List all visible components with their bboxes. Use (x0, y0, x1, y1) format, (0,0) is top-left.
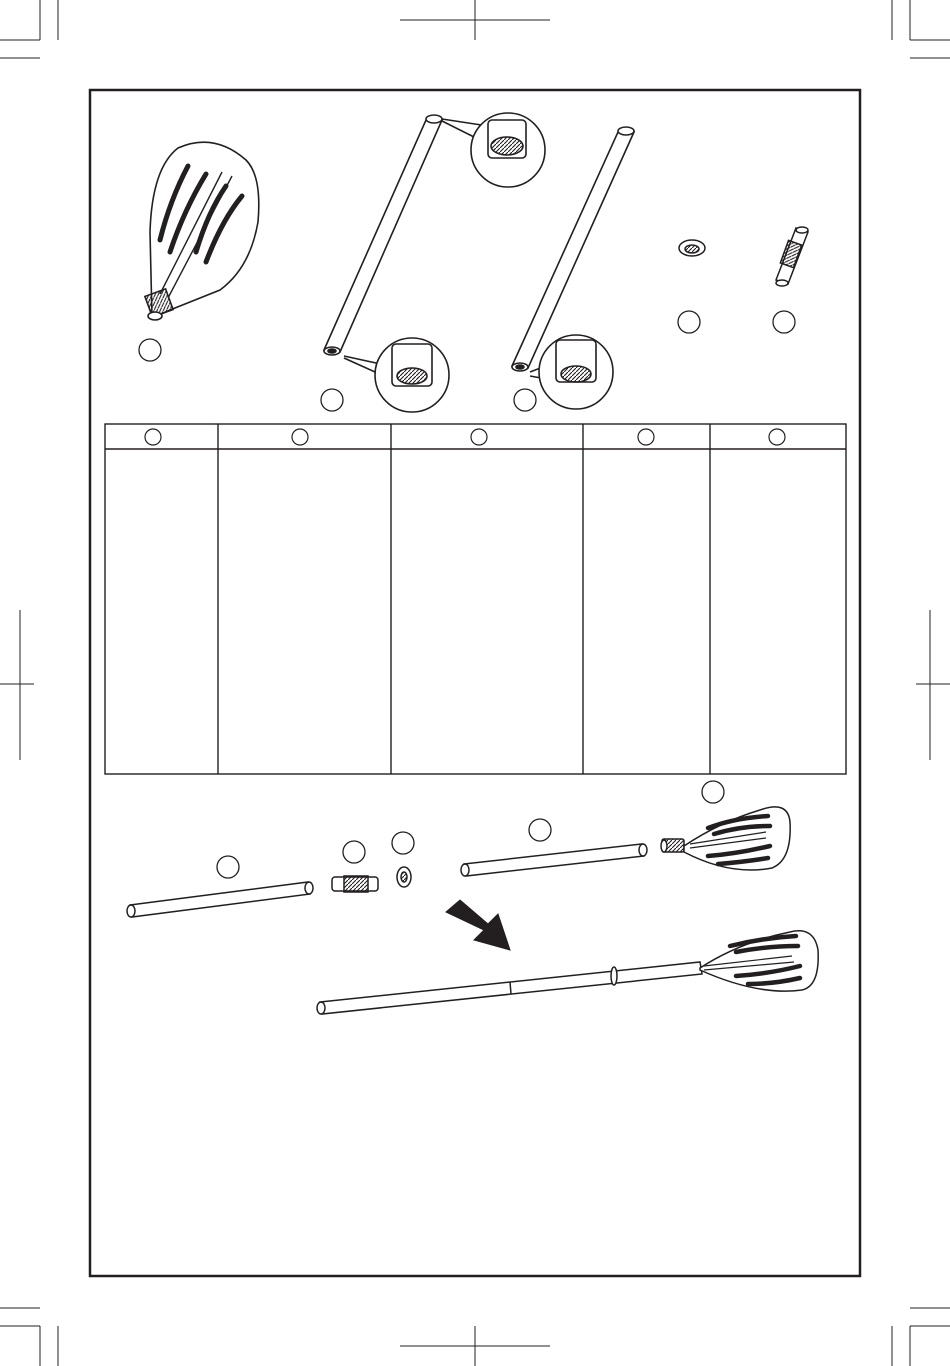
assembly-callout-4 (529, 819, 551, 841)
assembled-paddle (317, 931, 818, 1014)
table-header-callout-5 (769, 429, 785, 445)
table-header-callout-2 (292, 429, 308, 445)
connector-part (776, 227, 808, 286)
assembly-callout-2 (343, 841, 365, 863)
part-callout-4 (678, 311, 700, 333)
parts-table (105, 424, 846, 774)
assembly-arrow-icon (446, 900, 510, 950)
ring-part (679, 240, 705, 256)
table-header-callout-1 (145, 429, 161, 445)
assembly-callout-1 (217, 856, 239, 878)
part-callout-5 (773, 311, 795, 333)
paddle-blade-part (145, 142, 259, 320)
part-callout-2 (321, 389, 343, 411)
table-header-callout-4 (638, 429, 654, 445)
assembly-callout-3 (392, 832, 414, 854)
part-callout-1 (139, 339, 161, 361)
part-callout-3 (514, 389, 536, 411)
table-header-callout-3 (471, 429, 487, 445)
assembly-callout-5 (702, 781, 724, 803)
